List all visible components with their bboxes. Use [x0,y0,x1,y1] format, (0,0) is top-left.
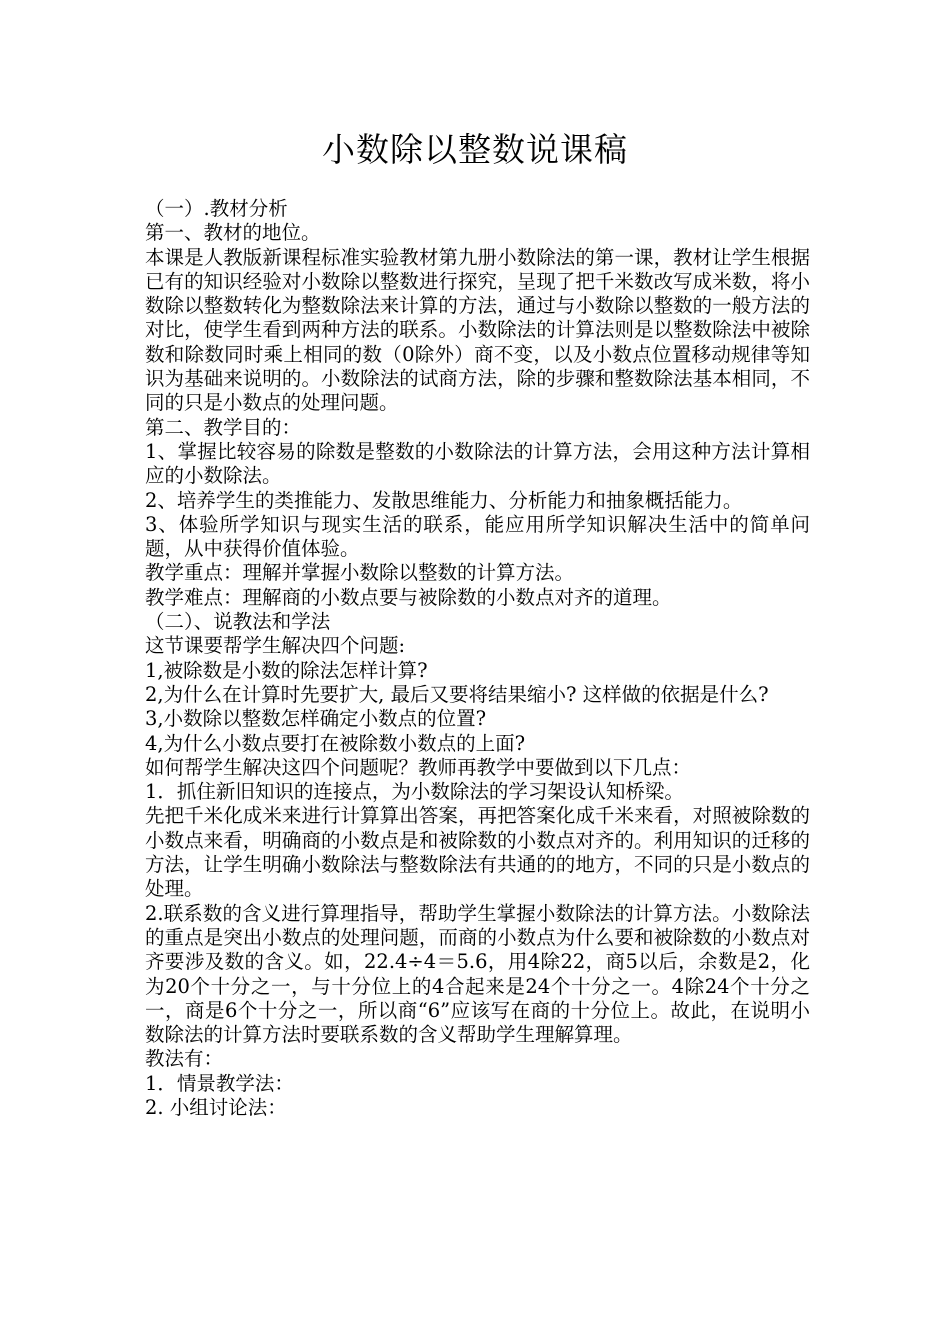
subheading-position: 第一、教材的地位。 [145,221,321,245]
method-item-2: 2. 小组讨论法： [145,1095,287,1119]
method-item-1: 1．情景教学法： [145,1071,294,1095]
goal-item-2: 2、培养学生的类推能力、发散思维能力、分析能力和抽象概括能力。 [145,488,743,512]
section-heading-methods: （二）、说教法和学法 [145,610,331,634]
question-item-4: 4,为什么小数点要打在被除数小数点的上面? [145,731,526,755]
section-heading-materials: （一）.教材分析 [145,197,288,220]
question-item-3: 3,小数除以整数怎样确定小数点的位置? [145,707,487,731]
approach-point-2: 2.联系数的含义进行算理指导，帮助学生掌握小数除法的计算方法。小数除法的重点是突出小数点的处理问题，而商的小数点为什么要和被除数的小数点对齐要涉及数的含义。如，22.4÷4＝5.6，用4除22，商5以后，余数是2，化为20个十分之一，与十分位上的4合起来是24个十分之一。4除24个十分之一，商是6个十分之一，所以商“6”应该写在商的十分位上。故此，在说明小数除法的计算方法时要联系数的含义帮助学生理解算理。 [145,901,810,1047]
teaching-focus: 教学重点：理解并掌握小数除以整数的计算方法。 [145,561,575,585]
question-item-2: 2,为什么在计算时先要扩大, 最后又要将结果缩小? 这样做的依据是什么? [145,682,769,706]
goal-item-1: 1、掌握比较容易的除数是整数的小数除法的计算方法，会用这种方法计算相应的小数除法。 [145,439,810,488]
approach-intro: 如何帮学生解决这四个问题呢？教师再教学中要做到以下几点： [145,755,692,779]
approach-point-1: 1．抓住新旧知识的连接点，为小数除法的学习架设认知桥梁。 [145,780,684,804]
document-body [145,197,810,1120]
approach-point-1-detail: 先把千米化成米来进行计算算出答案，再把答案化成千米来看，对照被除数的小数点来看，明确商的小数点是和被除数的小数点对齐的。利用知识的迁移的方法，让学生明确小数除法与整数除法有共通的的地方，不同的只是小数点的处理。 [145,804,810,901]
document-title: 小数除以整数说课稿 [322,130,628,169]
subheading-goals: 第二、教学目的： [145,415,302,439]
question-item-1: 1,被除数是小数的除法怎样计算? [145,658,428,682]
paragraph-position: 本课是人教版新课程标准实验教材第九册小数除法的第一课，教材让学生根据已有的知识经验对小数除以整数进行探究，呈现了把千米数改写成米数，将小数除以整数转化为整数除法来计算的方法，通过与小数除以整数的一般方法的对比，使学生看到两种方法的联系。小数除法的计算法则是以整数除法中被除数和除数同时乘上相同的数（0除外）商不变，以及小数点位置移动规律等知识为基础来说明的。小数除法的试商方法，除的步骤和整数除法基本相同，不同的只是小数点的处理问题。 [145,245,810,415]
goal-item-3: 3、体验所学知识与现实生活的联系，能应用所学知识解决生活中的简单问题，从中获得价值体验。 [145,512,810,561]
teaching-difficulty: 教学难点：理解商的小数点要与被除数的小数点对齐的道理。 [145,585,672,609]
methods-heading: 教法有： [145,1047,224,1071]
questions-intro: 这节课要帮学生解决四个问题: [145,634,406,658]
